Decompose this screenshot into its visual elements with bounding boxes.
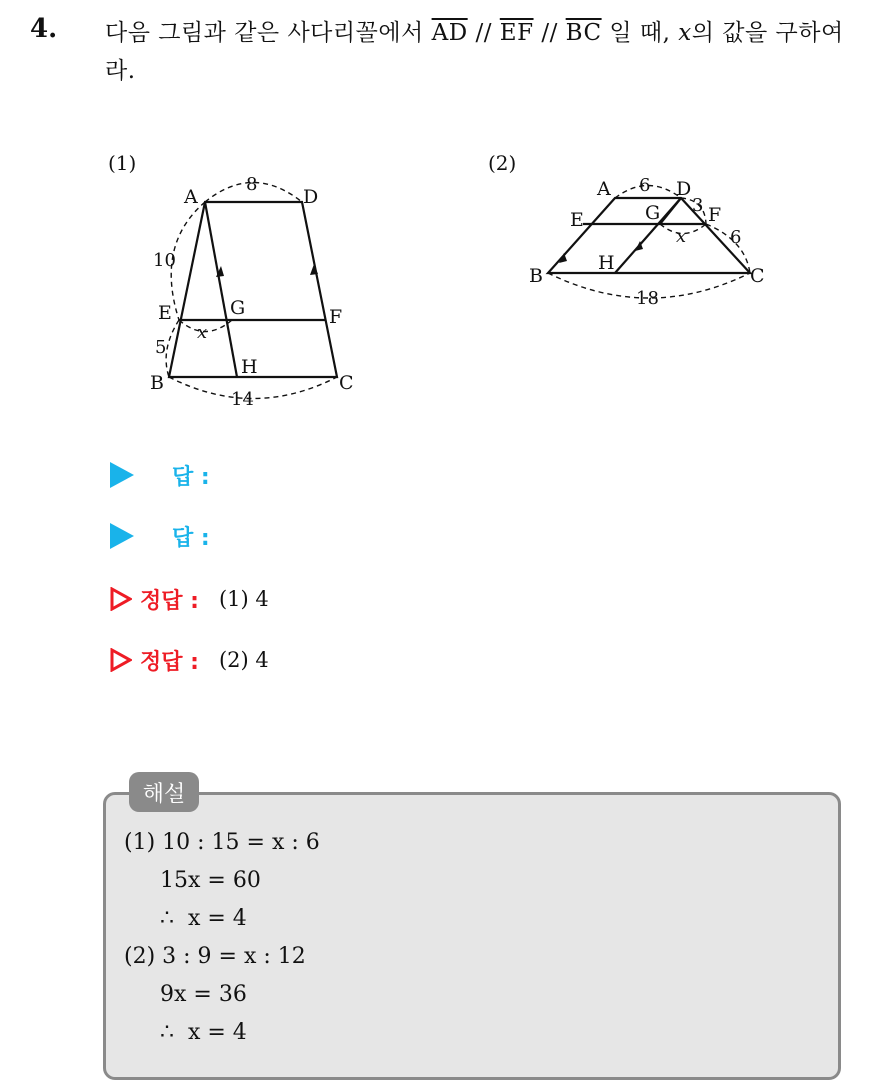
explanation-line: ∴ x = 4	[160, 906, 247, 931]
label-middle: x	[676, 226, 687, 247]
play-triangle-icon	[110, 523, 134, 549]
point-e: E	[570, 209, 584, 231]
answer-label: 답 :	[172, 525, 210, 551]
segment-gf-line	[660, 198, 681, 224]
segment-bc: $\overline{BC}$	[565, 20, 602, 46]
label-bottom: 18	[636, 288, 659, 309]
trapezoid-outline	[169, 202, 337, 377]
figure-tag: (2)	[488, 151, 517, 175]
label-left-upper: 10	[153, 250, 176, 271]
outline-triangle-icon	[110, 587, 132, 611]
point-b: B	[150, 372, 164, 394]
point-d: D	[303, 186, 319, 208]
explanation-line: ∴ x = 4	[160, 1020, 247, 1045]
explanation-tab: 해설	[129, 772, 199, 812]
point-e: E	[158, 302, 172, 324]
question-variable: x	[678, 20, 692, 46]
label-left-lower: 5	[155, 337, 167, 358]
correct-answer-value: (2) 4	[218, 648, 269, 672]
explanation-line: (2) 3 : 9 = x : 12	[124, 944, 306, 969]
point-a: A	[597, 178, 611, 200]
parallel-symbol: //	[475, 20, 492, 46]
question-text-mid: 일 때,	[601, 20, 679, 46]
label-bottom: 14	[231, 389, 254, 410]
explanation-line: 15x = 60	[160, 868, 261, 893]
correct-answer-label: 정답 :	[140, 649, 199, 675]
answer-row-2	[110, 518, 230, 554]
outline-triangle-icon	[110, 648, 132, 672]
answer-row-1	[110, 457, 230, 493]
dashed-arc-left-upper	[171, 202, 205, 320]
point-h: H	[241, 356, 258, 378]
point-c: C	[750, 265, 765, 287]
point-h: H	[598, 252, 615, 274]
question-text-start: 다음 그림과 같은 사다리꼴에서	[105, 20, 432, 46]
answer-label: 답 :	[172, 464, 210, 490]
label-right-upper: 3	[692, 195, 704, 216]
trapezoid-figure-2	[480, 145, 780, 315]
dashed-arc-left-lower	[166, 320, 179, 377]
parallel-arrow-dc	[310, 264, 318, 275]
label-top: 6	[639, 175, 651, 196]
point-a: A	[184, 186, 198, 208]
segment-ad: $\overline{AD}$	[431, 20, 468, 46]
correct-answer-value: (1) 4	[218, 587, 269, 611]
point-g: G	[230, 297, 246, 319]
segment-ef: $\overline{EF}$	[499, 20, 534, 46]
figure-tag: (1)	[108, 151, 137, 175]
correct-answer-row-2	[110, 642, 269, 678]
question-number: 4.	[30, 14, 58, 44]
label-right-lower: 6	[730, 227, 742, 248]
correct-answer-row-1	[110, 581, 269, 617]
explanation-line: (1) 10 : 15 = x : 6	[124, 830, 320, 855]
question-text-end: 의 값을 구하여라.	[105, 20, 844, 84]
label-middle: x	[197, 322, 208, 343]
label-top: 8	[246, 174, 258, 195]
point-d: D	[676, 178, 692, 200]
correct-answer-label: 정답 :	[140, 588, 199, 614]
trapezoid-figure-1	[100, 145, 370, 415]
parallel-symbol: //	[541, 20, 558, 46]
explanation-line: 9x = 36	[160, 982, 247, 1007]
point-f: F	[329, 306, 343, 328]
play-triangle-icon	[110, 462, 134, 488]
point-g: G	[645, 202, 661, 224]
point-f: F	[708, 204, 722, 226]
point-c: C	[339, 372, 354, 394]
segment-ah-line	[205, 202, 237, 377]
point-b: B	[529, 265, 543, 287]
question-text	[105, 14, 865, 90]
